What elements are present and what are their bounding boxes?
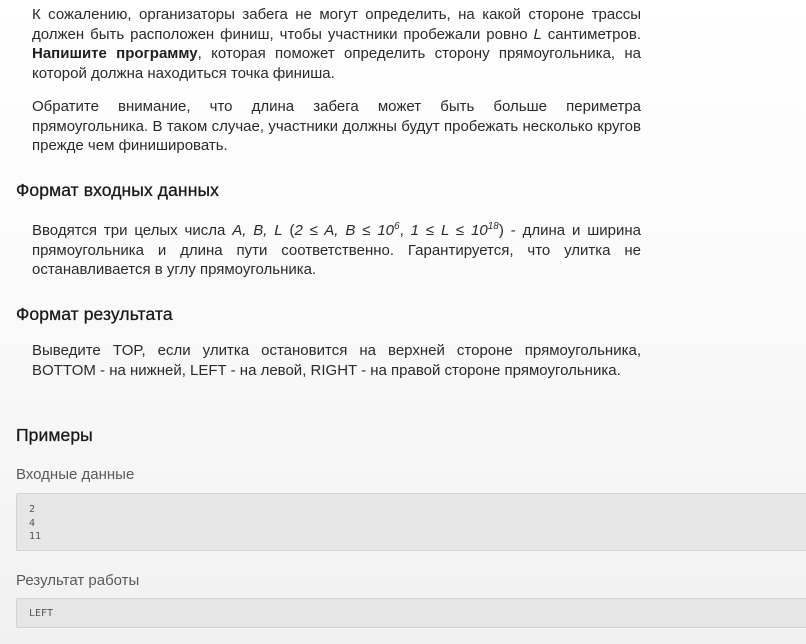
input-format-heading: Формат входных данных (16, 180, 219, 200)
input-line-2: 4 (29, 517, 36, 529)
input-text-a: Вводятся три целых числа (32, 222, 233, 239)
output-line-1: LEFT (29, 608, 54, 619)
input-example-box[interactable] (16, 493, 806, 551)
output-format-paragraph: Выведите TOP, если улитка остановится на верхней стороне прямоугольника, BOTTOM - на нижней, LEFT - на левой, RIGHT - на правой стороне прямоугольника. (32, 342, 641, 379)
output-example-box[interactable] (16, 598, 806, 628)
write-program-emphasis: Напишите программу (32, 45, 198, 62)
input-line-1: 2 (29, 504, 36, 515)
intro-paragraph-2: Обратите внимание, что длина забега может быть больше периметра прямоугольника. В таком случае, участники должны будут пробежать несколько кругов прежде чем финишировать. (32, 98, 641, 154)
input-example-label: Входные данные (16, 466, 135, 483)
intro-text-c: , которая поможет определить сторону прямоугольника, на которой должна находиться точка финиша. (32, 45, 642, 82)
output-format-heading: Формат результата (16, 304, 173, 324)
intro-text-a: К сожалению, организаторы забега не могут определить, на какой стороне трассы должен быть расположен финиш, чтобы участники пробежали ровно (32, 6, 641, 43)
input-format-paragraph (32, 221, 641, 280)
constraint-ab-exponent: 6 (394, 221, 400, 232)
constraint-l-exponent: 18 (487, 221, 499, 232)
constraint-ab: 2 ≤ A, B ≤ 10 (294, 222, 395, 239)
constraint-close: ) (498, 222, 504, 239)
input-line-3: 11 (29, 531, 42, 542)
input-text-b: - длина и ширина прямоугольника и длина пути соответственно. Гарантируется, что улитка не останавливается в углу прямоугольника. (32, 222, 641, 278)
length-variable: L (533, 25, 542, 43)
output-example-label: Результат работы (16, 572, 140, 589)
examples-heading: Примеры (16, 425, 93, 445)
input-variables: A, B, L (232, 222, 283, 239)
intro-text-b: сантиметров. (541, 25, 641, 43)
constraint-separator: , (399, 222, 411, 239)
constraint-l: 1 ≤ L ≤ 10 (410, 222, 488, 239)
constraint-open: ( (282, 222, 295, 239)
intro-paragraph-1 (32, 5, 641, 83)
